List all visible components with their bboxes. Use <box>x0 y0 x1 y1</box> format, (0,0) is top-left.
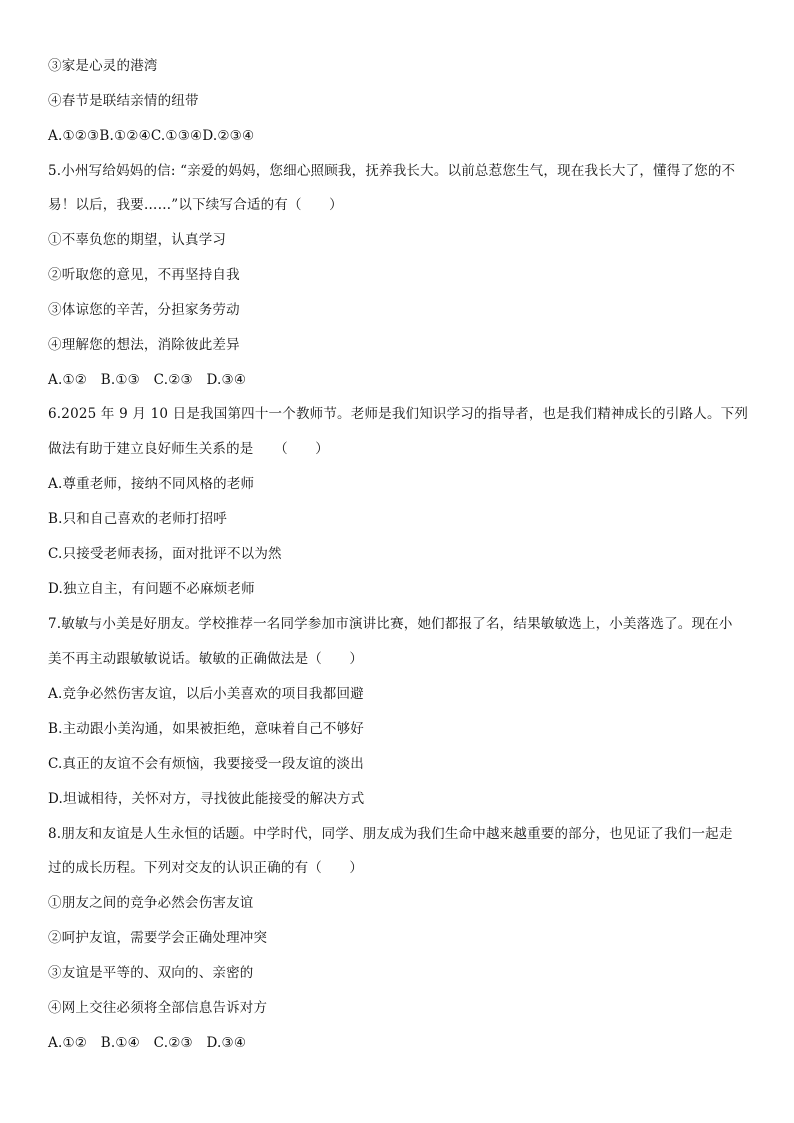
question-8-stem: 8.朋友和友谊是人生永恒的话题。中学时代，同学、朋友成为我们生命中越来越重要的部分，也见证了我们一起走 <box>48 826 733 842</box>
question-6-stem: 6.2025 年 9 月 10 日是我国第四十一个教师节。老师是我们知识学习的指导者，也是我们精神成长的引路人。下列 <box>48 406 749 422</box>
option-line: ②听取您的意见，不再坚持自我 <box>48 267 240 283</box>
option-line: ②呵护友谊，需要学会正确处理冲突 <box>48 930 268 946</box>
question-8-stem-cont: 过的成长历程。下列对交友的认识正确的有（ ） <box>48 860 364 876</box>
answer-choices: A.①② B.①④ C.②③ D.③④ <box>48 1035 247 1051</box>
answer-choices: A.①②③B.①②④C.①③④D.②③④ <box>48 128 255 144</box>
option-line: ①朋友之间的竞争必然会伤害友谊 <box>48 895 254 911</box>
option-line: ④春节是联结亲情的纽带 <box>48 93 199 109</box>
answer-option: D.独立自主，有问题不必麻烦老师 <box>48 581 255 597</box>
question-6-stem-cont: 做法有助于建立良好师生关系的是 （ ） <box>48 441 329 457</box>
answer-option: C.真正的友谊不会有烦恼，我要接受一段友谊的淡出 <box>48 756 364 772</box>
answer-option: B.只和自己喜欢的老师打招呼 <box>48 511 228 527</box>
option-line: ③友谊是平等的、双向的、亲密的 <box>48 965 254 981</box>
option-line: ④理解您的想法，消除彼此差异 <box>48 337 240 353</box>
option-line: ③体谅您的辛苦，分担家务劳动 <box>48 302 240 318</box>
question-7-stem: 7.敏敏与小美是好朋友。学校推荐一名同学参加市演讲比赛，她们都报了名，结果敏敏选上，小美落选了。现在小 <box>48 616 733 632</box>
answer-option: A.竞争必然伤害友谊，以后小美喜欢的项目我都回避 <box>48 686 364 702</box>
answer-option: B.主动跟小美沟通，如果被拒绝，意味着自己不够好 <box>48 721 365 737</box>
answer-option: A.尊重老师，接纳不同风格的老师 <box>48 476 255 492</box>
answer-choices: A.①② B.①③ C.②③ D.③④ <box>48 372 247 388</box>
question-7-stem-cont: 美不再主动跟敏敏说话。敏敏的正确做法是（ ） <box>48 651 364 667</box>
question-5-stem-cont: 易！以后，我要……”以下续写合适的有（ ） <box>48 197 343 213</box>
option-line: ①不辜负您的期望，认真学习 <box>48 232 227 248</box>
option-line: ③家是心灵的港湾 <box>48 58 158 74</box>
answer-option: D.坦诚相待，关怀对方，寻找彼此能接受的解决方式 <box>48 791 365 807</box>
option-line: ④网上交往必须将全部信息告诉对方 <box>48 1000 268 1016</box>
question-5-stem: 5.小州写给妈妈的信: “亲爱的妈妈，您细心照顾我，抚养我长大。以前总惹您生气，现在我长大了，懂得了您的不 <box>48 163 736 179</box>
answer-option: C.只接受老师表扬，面对批评不以为然 <box>48 546 282 562</box>
